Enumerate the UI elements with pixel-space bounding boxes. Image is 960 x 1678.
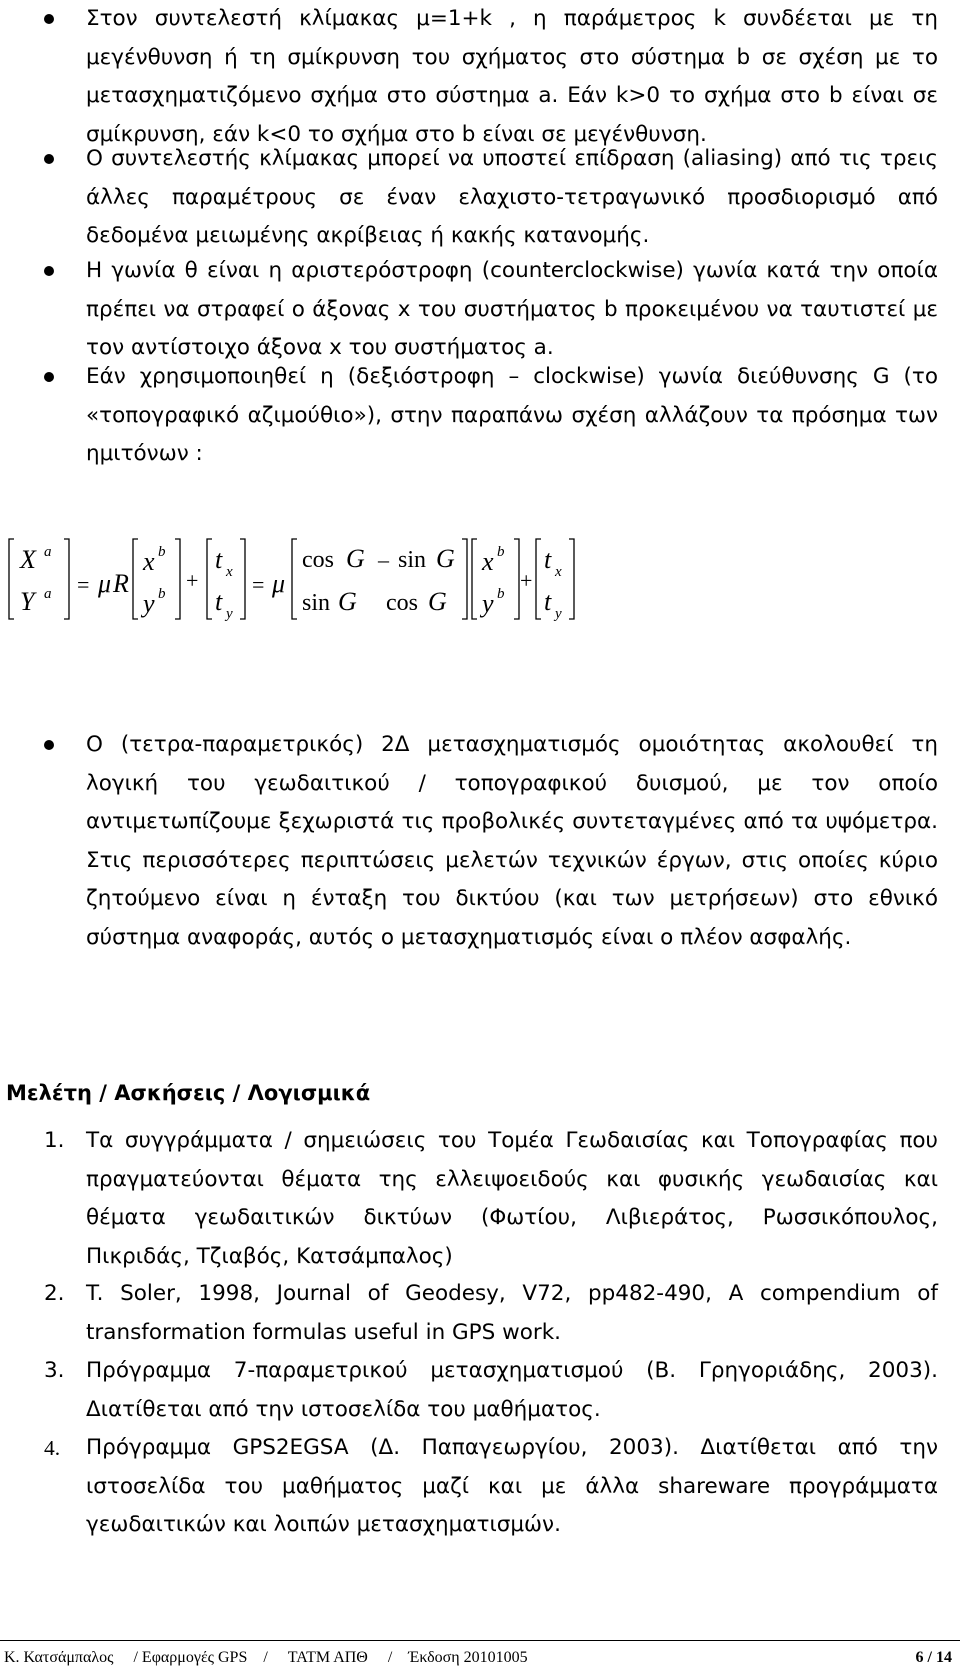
bullet-text: Ο συντελεστής κλίμακας μπορεί να υποστεί επίδραση (aliasing) από τις τρεις άλλες παραμέτρους σε έναν ελαχιστο-τετραγωνικό προσδιορισμό από δεδομένα μειωμένης ακρίβειας ή κακής κατανομής. <box>86 146 938 248</box>
footer-text: Κ. Κατσάμπαλος / Εφαρμογές GPS / ΤΑΤΜ ΑΠΘ / Έκδοση 20101005 <box>4 1649 528 1666</box>
section-heading: Μελέτη / Ασκήσεις / Λογισμικά <box>6 1081 371 1105</box>
page-footer <box>0 1640 960 1670</box>
bracket-left <box>536 539 541 619</box>
eq-symbol: y <box>482 589 494 618</box>
eq-symbol: x <box>143 547 155 576</box>
eq-superscript: b <box>158 586 166 602</box>
eq-function: sin <box>398 547 427 573</box>
bracket-left <box>207 539 212 619</box>
eq-operator: = <box>77 572 90 597</box>
bracket-left <box>472 539 477 619</box>
bullet-dot <box>44 372 54 382</box>
reference-number: 3. <box>44 1358 65 1383</box>
eq-superscript: a <box>44 586 52 602</box>
eq-symbol: μ <box>98 569 112 598</box>
eq-symbol: G <box>338 587 357 616</box>
eq-function: sin <box>302 590 331 616</box>
eq-operator: – <box>378 547 389 572</box>
bullet-dot <box>44 740 54 750</box>
eq-symbol: t <box>544 545 552 574</box>
bracket-right <box>514 539 519 619</box>
eq-operator: + <box>520 568 533 593</box>
bracket-left <box>133 539 138 619</box>
eq-symbol: μ <box>272 569 286 598</box>
eq-subscript: y <box>555 606 562 622</box>
bullet-dot <box>44 266 54 276</box>
bullet-dot <box>44 14 54 24</box>
eq-superscript: b <box>497 544 505 560</box>
eq-function: cos <box>386 590 418 616</box>
eq-symbol: R <box>113 569 129 598</box>
eq-symbol: x <box>482 547 494 576</box>
eq-superscript: b <box>158 544 166 560</box>
eq-operator: + <box>186 568 199 593</box>
eq-symbol: t <box>215 587 223 616</box>
eq-function: cos <box>302 547 334 573</box>
eq-symbol: G <box>428 587 447 616</box>
bracket-left <box>9 539 14 619</box>
reference-text: Πρόγραμμα GPS2EGSA (Δ. Παπαγεωργίου, 2003). Διατίθεται από την ιστοσελίδα του μαθήματος μαζί και με άλλα shareware προγράμματα γεωδαιτικών και λοιπών μετασχηματισμών. <box>86 1435 938 1537</box>
eq-symbol: y <box>143 589 155 618</box>
bracket-right <box>175 539 180 619</box>
footer-rule <box>0 1640 960 1641</box>
bracket-left <box>292 539 297 619</box>
bracket-right <box>569 539 574 619</box>
reference-number: 2. <box>44 1281 65 1306</box>
eq-symbol: t <box>215 545 223 574</box>
eq-symbol: X <box>20 545 36 574</box>
eq-symbol: t <box>544 587 552 616</box>
bracket-right <box>462 539 467 619</box>
eq-subscript: x <box>226 564 233 580</box>
bracket-right <box>64 539 69 619</box>
bracket-right <box>240 539 245 619</box>
reference-number: 4. <box>44 1436 61 1460</box>
bullet-text: Η γωνία θ είναι η αριστερόστροφη (counterclockwise) γωνία κατά την οποία πρέπει να στραφεί ο άξονας x του συστήματος b προκειμένου να ταυτιστεί με τον αντίστοιχο άξονα x του συστήματος a. <box>86 258 938 360</box>
bullet-text: Ο (τετρα-παραμετρικός) 2Δ μετασχηματισμός ομοιότητας ακολουθεί τη λογική του γεωδαιτικού / τοπογραφικού δυισμού, με τον οποίο αντιμετωπίζουμε ξεχωριστά τις προβολικές συντεταγμένες από τα υψόμετρα. Στις περισσότερες περιπτώσεις μελετών τεχνικών έργων, στις οποίες κύριο ζητούμενο είναι η ένταξη του δικτύου (και των μετρήσεων) στο εθνικό σύστημα αναφοράς, αυτός ο μετασχηματισμός είναι ο πλέον ασφαλής. <box>86 732 938 950</box>
eq-operator: = <box>252 572 265 597</box>
bullet-dot <box>44 154 54 164</box>
reference-text: T. Soler, 1998, Journal of Geodesy, V72, pp482-490, A compendium of transformation formulas useful in GPS work. <box>86 1281 938 1345</box>
eq-superscript: b <box>497 586 505 602</box>
eq-subscript: x <box>555 564 562 580</box>
reference-text: Τα συγγράμματα / σημειώσεις του Τομέα Γεωδαισίας και Τοπογραφίας που πραγματεύονται θέματα της ελλειψοειδούς και φυσικής γεωδαισίας και θέματα γεωδαιτικών δικτύων (Φωτίου, Λιβιεράτος, Ρωσσικόπουλος, Πικριδάς, Τζιαβός, Κατσάμπαλος) <box>86 1128 938 1269</box>
page-number: 6 / 14 <box>915 1649 952 1666</box>
reference-number: 1. <box>44 1128 65 1153</box>
eq-superscript: a <box>44 544 52 560</box>
bullet-text: Στον συντελεστή κλίμακας μ=1+k , η παράμετρος k συνδέεται με τη μεγένθυνση ή τη σμίκρυνση του σχήματος στο σύστημα b σε σχέση με το μετασχηματιζόμενο σχήμα στο σύστημα a. Εάν k>0 το σχήμα στο b είναι σε σμίκρυνση, εάν k<0 το σχήμα στο b είναι σε μεγένθυνση. <box>86 6 938 147</box>
transformation-equation <box>0 520 960 660</box>
eq-subscript: y <box>226 606 233 622</box>
reference-text: Πρόγραμμα 7-παραμετρικού μετασχηματισμού (Β. Γρηγοριάδης, 2003). Διατίθεται από την ιστοσελίδα του μαθήματος. <box>86 1358 938 1422</box>
eq-symbol: Y <box>20 587 35 616</box>
eq-symbol: G <box>346 544 365 573</box>
bullet-text: Εάν χρησιμοποιηθεί η (δεξιόστροφη – clockwise) γωνία διεύθυνσης G (το «τοπογραφικό αζιμούθιο»), στην παραπάνω σχέση αλλάζουν τα πρόσημα των ημιτόνων : <box>86 364 938 466</box>
eq-symbol: G <box>436 544 455 573</box>
